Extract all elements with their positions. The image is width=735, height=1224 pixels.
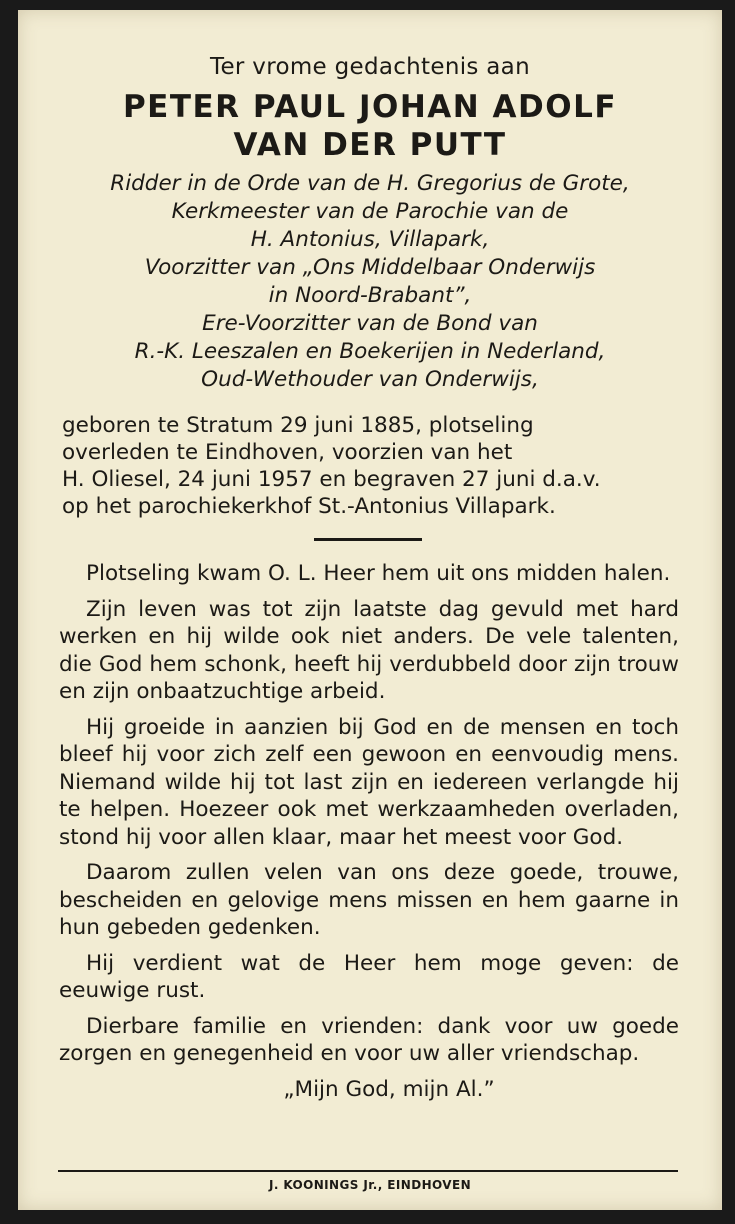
paragraph: [59, 560, 679, 588]
bottom-rule: [58, 1170, 678, 1172]
title-line: H. Antonius, Villapark,: [250, 227, 490, 252]
title-line: R.-K. Leeszalen en Boekerijen in Nederland,: [134, 339, 606, 364]
honorary-titles: [18, 170, 722, 394]
paragraph-text: Plotseling kwam O. L. Heer hem uit ons midden halen.: [86, 561, 671, 586]
paragraph-text: Daarom zullen velen van ons deze goede, trouwe, bescheiden en gelovige mens missen en hem gaarne in hun gebeden gedenken.: [59, 860, 679, 940]
birth-line: op het parochiekerkhof St.-Antonius Villapark.: [62, 494, 556, 519]
motto: „Mijn God, mijn Al.”: [283, 1076, 495, 1102]
paragraph-text: Dierbare familie en vrienden: dank voor uw goede zorgen en genegenheid en voor uw aller vriendschap.: [59, 1013, 679, 1066]
birth-death-details: [62, 412, 680, 520]
paragraph: [59, 1013, 679, 1068]
name-line-2: VAN DER PUTT: [233, 127, 507, 163]
birth-line: H. Oliesel, 24 juni 1957 en begraven 27 juni d.a.v.: [62, 467, 601, 492]
printer-credit: J. KOONINGS Jr., EINDHOVEN: [268, 1178, 472, 1192]
paragraph: [59, 596, 679, 706]
paragraph: [59, 859, 679, 942]
birth-line: overleden te Eindhoven, voorzien van het: [62, 440, 513, 465]
deceased-name: [18, 88, 722, 164]
paragraph-text: Zijn leven was tot zijn laatste dag gevuld met hard werken en hij wilde ook niet anders. De vele talenten, die God hem schonk, heeft hij verdubbeld door zijn trouw en zijn onbaatzuchtige arbeid.: [59, 596, 679, 704]
name-line-1: PETER PAUL JOHAN ADOLF: [122, 89, 618, 125]
title-line: in Noord-Brabant”,: [268, 283, 472, 308]
paragraph: [59, 950, 679, 1005]
paragraph-text: Hij groeide in aanzien bij God en de mensen en toch bleef hij voor zich zelf een gewoon en eenvoudig mens. Niemand wilde hij tot last zijn en iedereen verlangde hij te helpen. Hoezeer ook met werkzaamheden overladen, stond hij voor allen klaar, maar het meest voor God.: [59, 714, 679, 850]
title-line: Voorzitter van „Ons Middelbaar Onderwijs: [144, 255, 596, 280]
intro-line: Ter vrome gedachtenis aan: [210, 54, 530, 80]
divider-line: [314, 538, 422, 541]
title-line: Kerkmeester van de Parochie van de: [171, 199, 569, 224]
memorial-card: [18, 10, 722, 1210]
paragraph-text: Hij verdient wat de Heer hem moge geven: de eeuwige rust.: [59, 950, 679, 1003]
title-line: Ridder in de Orde van de H. Gregorius de Grote,: [110, 171, 630, 196]
memorial-text: [59, 560, 679, 1103]
title-line: Ere-Voorzitter van de Bond van: [202, 311, 538, 336]
title-line: Oud-Wethouder van Onderwijs,: [201, 367, 539, 392]
birth-line: geboren te Stratum 29 juni 1885, plotseling: [62, 413, 534, 438]
paragraph: [59, 714, 679, 852]
